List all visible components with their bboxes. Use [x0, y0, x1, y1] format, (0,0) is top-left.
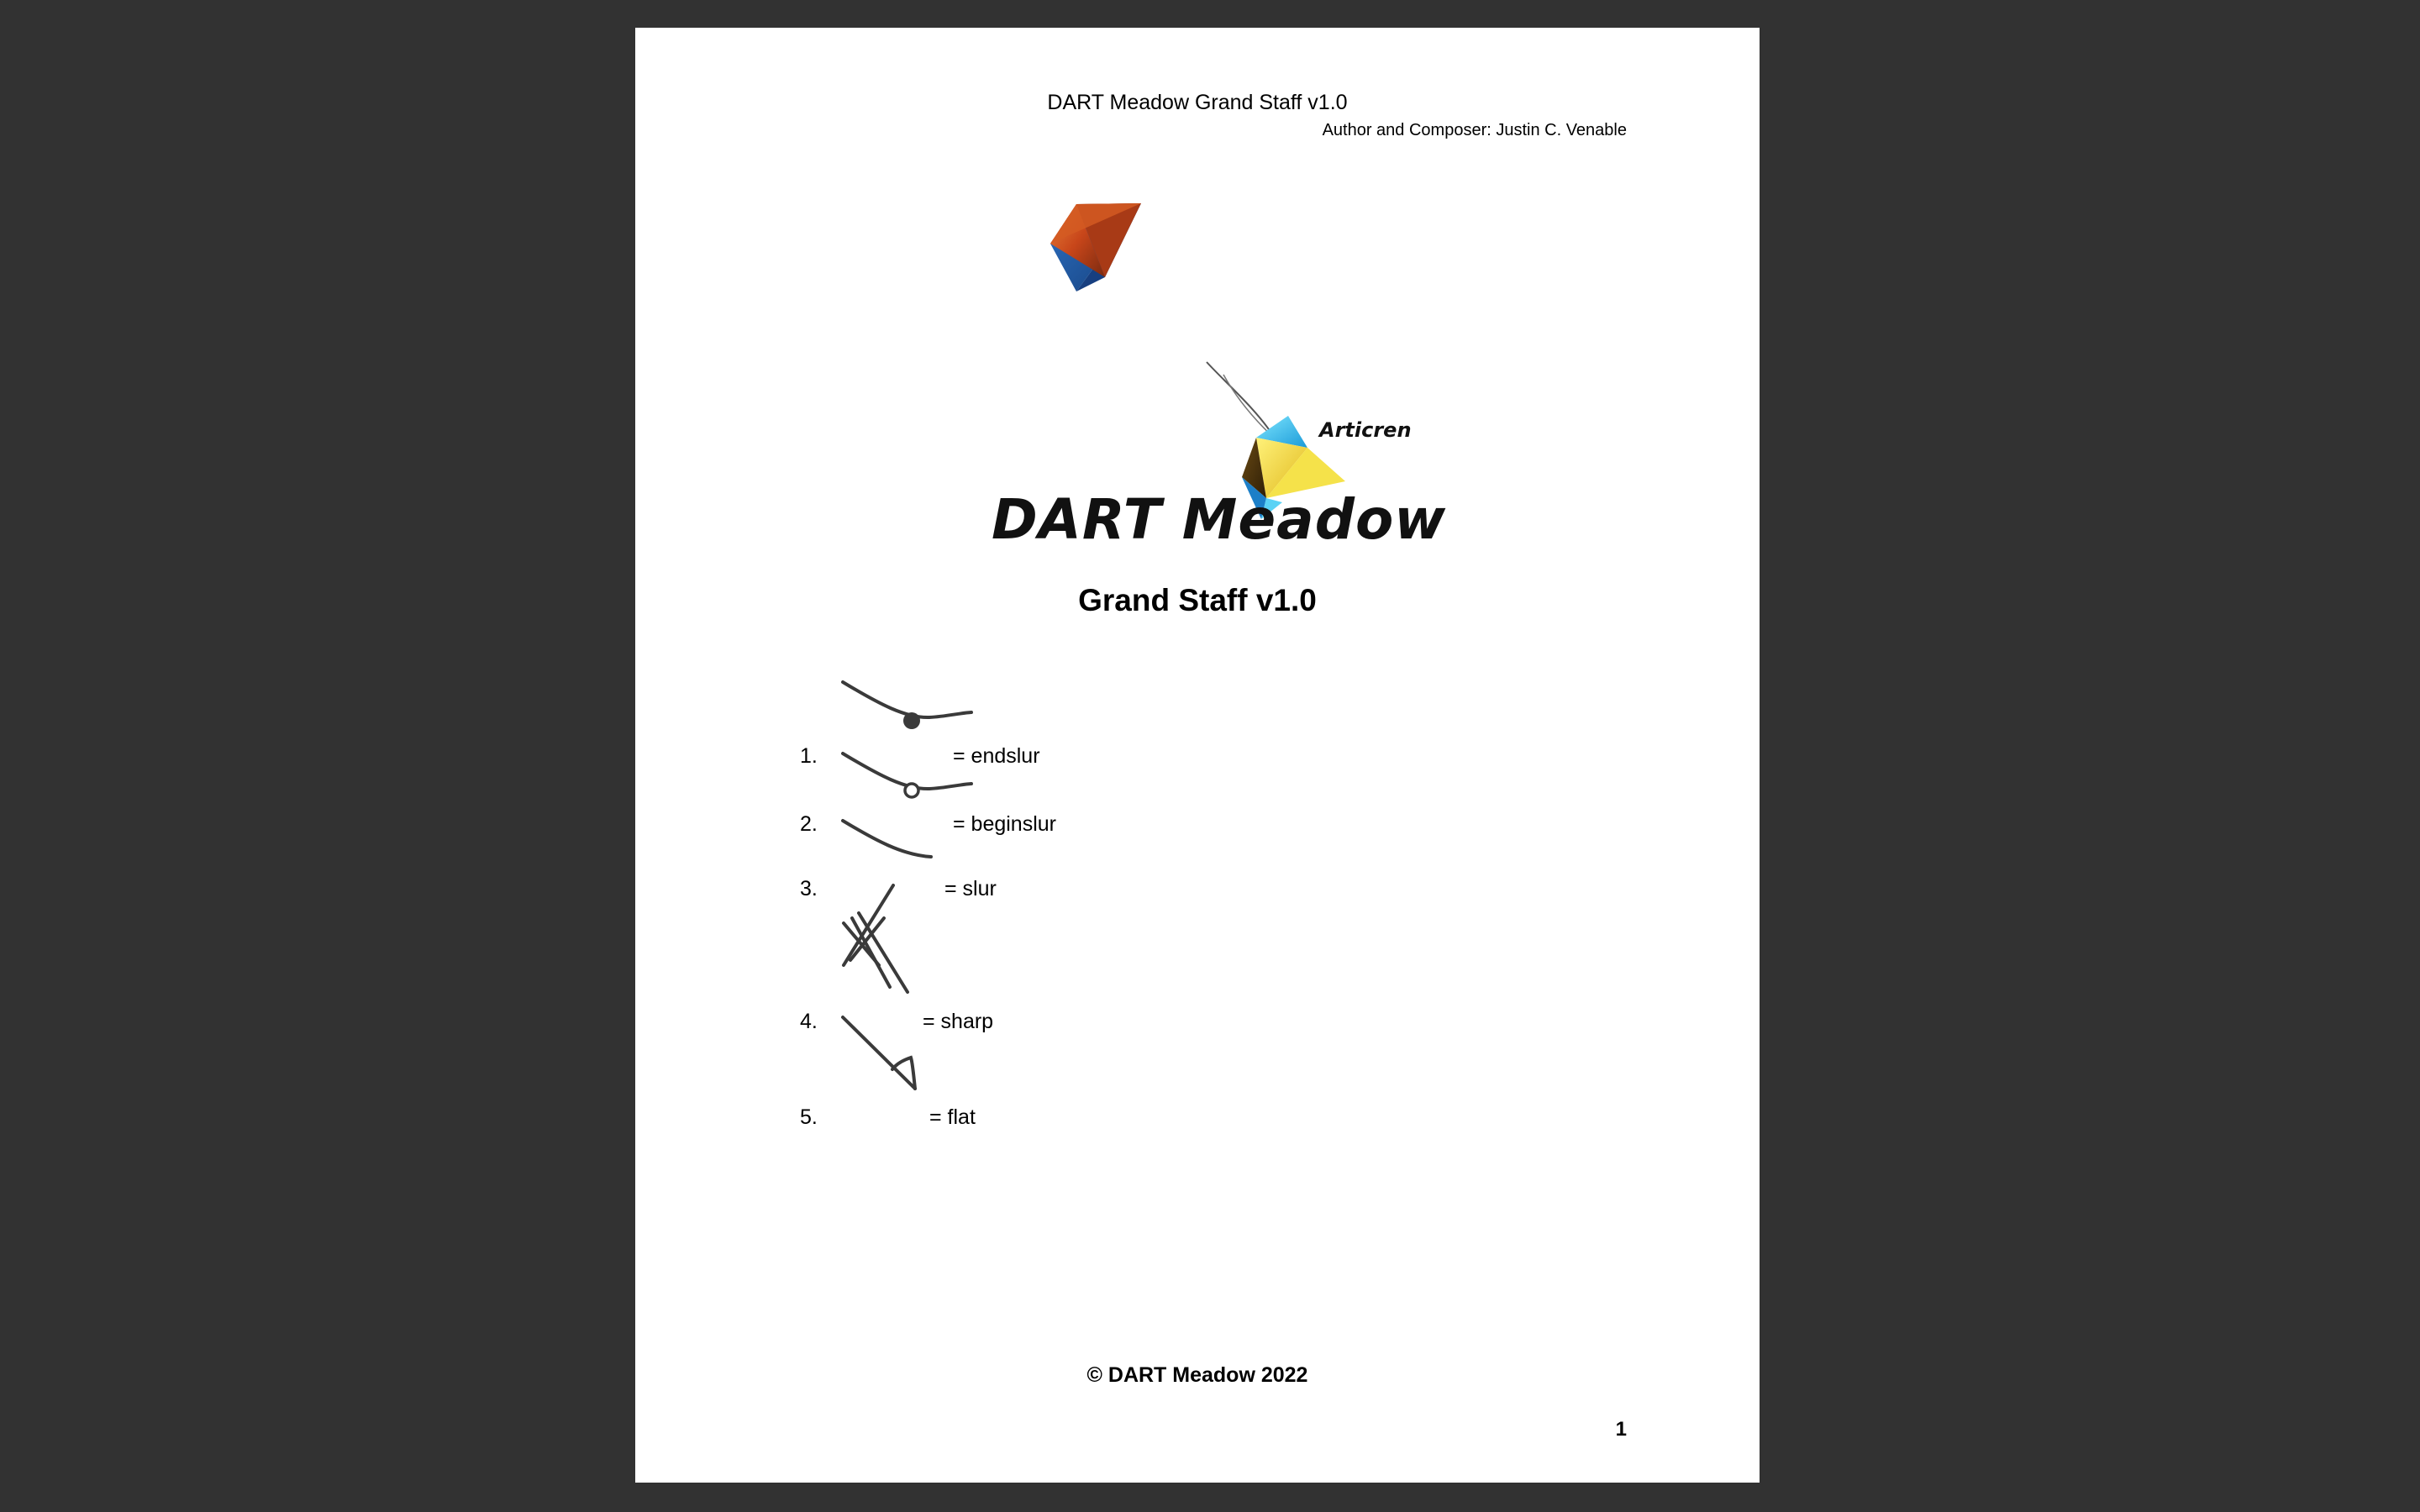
header-author: Author and Composer: Justin C. Venable [1322, 121, 1627, 139]
legend-text: = endslur [953, 744, 1040, 768]
legend-number: 2. [800, 812, 818, 836]
sharp-symbol-icon [844, 885, 908, 992]
legend-text: = beginslur [953, 812, 1056, 836]
footer-copyright: © DART Meadow 2022 [1086, 1363, 1308, 1387]
document-page [635, 28, 1760, 1483]
flat-symbol-icon [843, 1017, 915, 1089]
legend-number: 4. [800, 1010, 818, 1033]
legend-text: = slur [944, 877, 997, 900]
legend-text: = sharp [923, 1010, 994, 1033]
legend-number: 1. [800, 744, 818, 768]
legend-number: 3. [800, 877, 818, 900]
pyramid-logo-icon [1050, 203, 1141, 291]
document-subtitle: Grand Staff v1.0 [1078, 583, 1317, 617]
brand-name: DART Meadow [992, 487, 1447, 552]
legend-text: = flat [929, 1105, 976, 1129]
page-number: 1 [1615, 1418, 1627, 1441]
endslur-symbol-icon [843, 682, 971, 729]
slur-symbol-icon [843, 821, 931, 857]
articren-label: Articren [1319, 418, 1412, 442]
legend-number: 5. [800, 1105, 818, 1129]
header-title: DART Meadow Grand Staff v1.0 [1047, 91, 1348, 114]
